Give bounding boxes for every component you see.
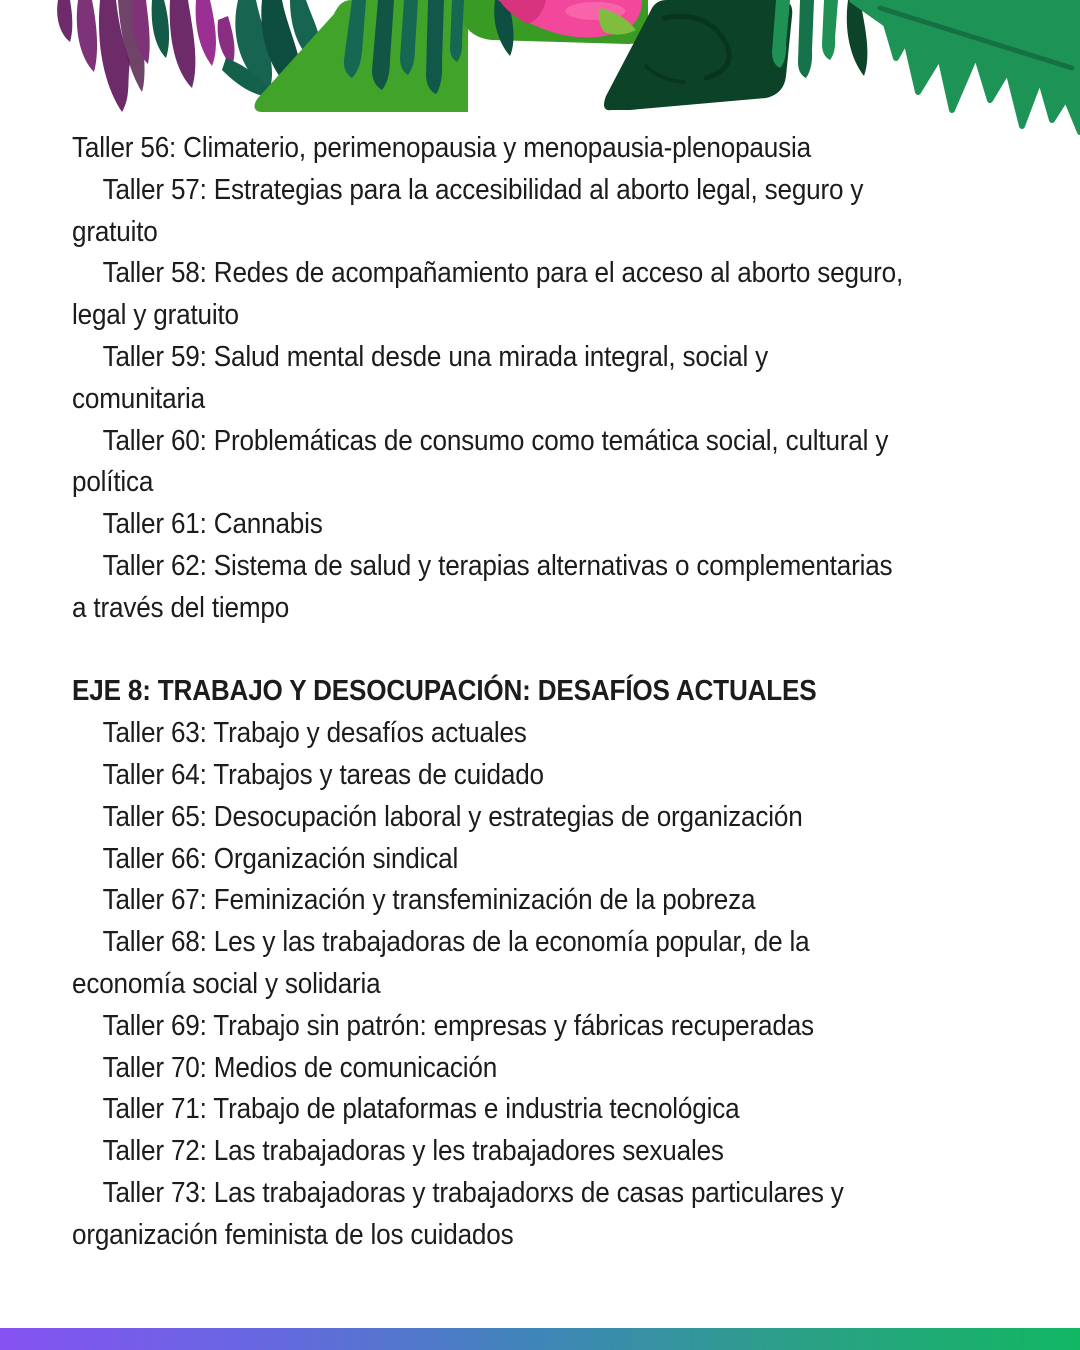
tropical-leaves-header-illustration — [0, 0, 1080, 140]
workshop-line-taller-69: Taller 69: Trabajo sin patrón: empresas y fábricas recuperadas — [102, 1009, 814, 1042]
workshop-list — [72, 128, 1080, 1257]
workshop-line-taller-57: Taller 57: Estrategias para la accesibilidad al aborto legal, seguro y — [102, 173, 864, 206]
workshop-line-taller-63: Taller 63: Trabajo y desafíos actuales — [102, 717, 527, 750]
workshop-line-taller-66: Taller 66: Organización sindical — [102, 842, 459, 875]
workshop-line-taller-67: Taller 67: Feminización y transfeminización de la pobreza — [102, 884, 756, 917]
workshop-line-taller-60: Taller 60: Problemáticas de consumo como temática social, cultural y — [102, 424, 889, 457]
workshop-line-taller-59: Taller 59: Salud mental desde una mirada integral, social y — [102, 340, 769, 373]
workshop-line-taller-72: Taller 72: Las trabajadoras y les trabajadores sexuales — [102, 1135, 724, 1168]
workshop-line-taller-70: Taller 70: Medios de comunicación — [102, 1051, 498, 1084]
workshop-line-taller-64: Taller 64: Trabajos y tareas de cuidado — [102, 758, 544, 791]
workshop-line-taller-57-cont: gratuito — [72, 215, 158, 248]
workshop-line-taller-56: Taller 56: Climaterio, perimenopausia y menopausia-plenopausia — [72, 132, 811, 164]
workshop-line-taller-62: Taller 62: Sistema de salud y terapias alternativas o complementarias — [102, 549, 893, 582]
workshop-line-taller-60-cont: política — [72, 466, 154, 499]
workshop-line-taller-71: Taller 71: Trabajo de plataformas e industria tecnológica — [102, 1093, 740, 1126]
eje-section-heading: EJE 8: TRABAJO Y DESOCUPACIÓN: DESAFÍOS ACTUALES — [72, 675, 817, 708]
footer-gradient-bar — [0, 1328, 1080, 1350]
workshop-line-taller-58-cont: legal y gratuito — [72, 299, 239, 332]
workshop-line-taller-73-cont: organización feminista de los cuidados — [72, 1218, 514, 1251]
workshop-line-taller-61: Taller 61: Cannabis — [102, 508, 323, 541]
workshop-line-taller-58: Taller 58: Redes de acompañamiento para el acceso al aborto seguro, — [102, 257, 904, 290]
workshop-line-taller-68: Taller 68: Les y las trabajadoras de la economía popular, de la — [102, 926, 810, 959]
workshop-line-taller-59-cont: comunitaria — [72, 382, 205, 415]
workshop-line-taller-73: Taller 73: Las trabajadoras y trabajadorxs de casas particulares y — [102, 1176, 844, 1209]
purple-palm-leaves-icon — [57, 0, 234, 112]
workshop-line-taller-62-cont: a través del tiempo — [72, 591, 290, 624]
workshop-line-taller-65: Taller 65: Desocupación laboral y estrategias de organización — [102, 800, 803, 833]
workshop-line-taller-68-cont: economía social y solidaria — [72, 967, 381, 1000]
philodendron-leaf-icon — [847, 0, 1080, 132]
